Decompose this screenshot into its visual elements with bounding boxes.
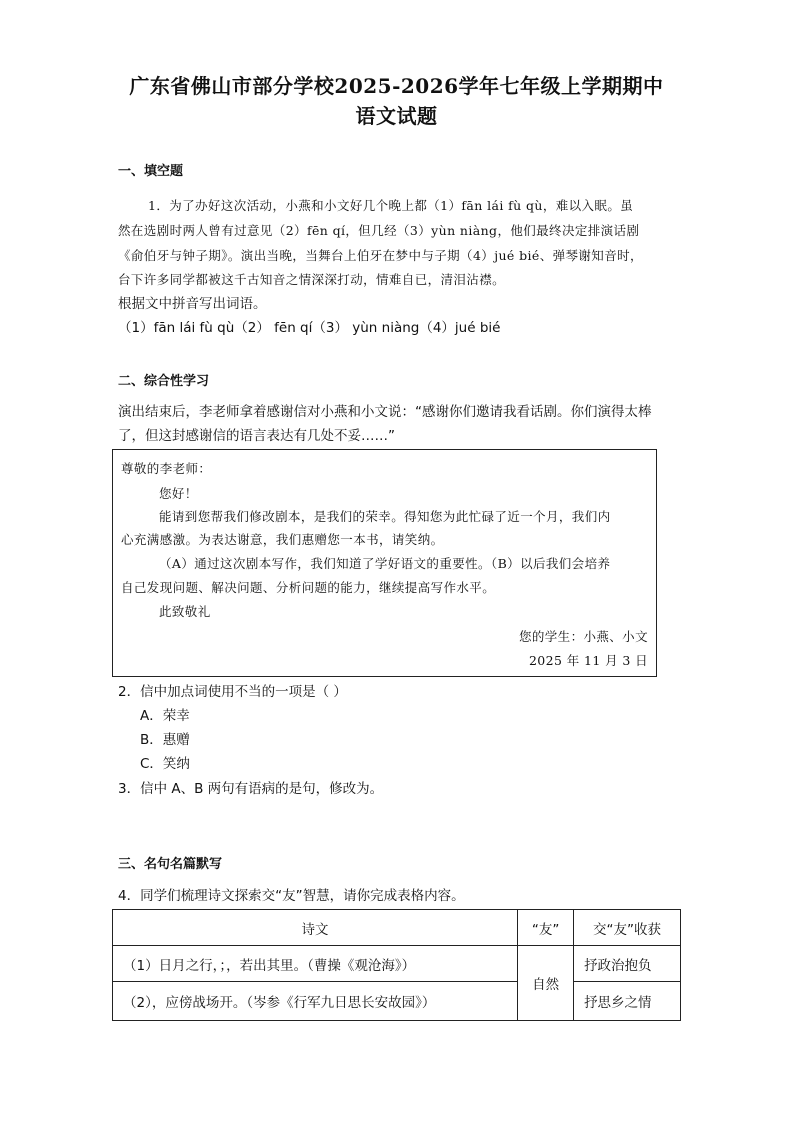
thank-you-letter	[112, 449, 657, 677]
table-header-row	[113, 910, 681, 946]
friend-cell: 自然	[518, 946, 574, 1021]
document-title-line2: 语文试题	[355, 104, 438, 128]
document-title-line1: 广东省佛山市部分学校2025-2026学年七年级上学期期中	[129, 74, 664, 98]
section-heading-comprehensive: 二、综合性学习	[118, 374, 210, 389]
instruction-text: 根据文中拼音写出词语。	[118, 296, 267, 312]
question-2: 2．信中加点词使用不当的一项是（ ）	[118, 684, 347, 700]
question-3: 3．信中 A、B 两句有语病的是句，修改为。	[118, 781, 384, 797]
pinyin-items: （1）fān lái fù qù（2） fēn qí（3） yùn niàng（4）jué bié	[118, 320, 501, 336]
header-poem: 诗文	[113, 910, 518, 946]
option-c: C．笑纳	[140, 756, 190, 772]
poem-cell: （2），应傍战场开。（岑参《行军九日思长安故园》）	[113, 982, 518, 1021]
letter-greeting: 您好！	[159, 486, 198, 501]
question-4: 4．同学们梳理诗文探索交“友”智慧，请你完成表格内容。	[118, 888, 465, 904]
section-heading-fill-in: 一、填空题	[118, 164, 184, 179]
table-row	[113, 982, 681, 1021]
letter-salutation: 尊敬的李老师：	[121, 461, 212, 476]
option-a: A．荣幸	[140, 708, 190, 724]
gain-cell: 抒思乡之情	[574, 982, 681, 1021]
letter-body2-line1: （A）通过这次剧本写作，我们知道了学好语文的重要性。（B）以后我们会培养	[159, 556, 611, 571]
intro-line-2: 了，但这封感谢信的语言表达有几处不妥……”	[118, 428, 395, 444]
passage-line-1: 1．为了办好这次活动，小燕和小文好几个晚上都（1）fān lái fù qù，难以入眠。虽	[148, 198, 634, 213]
header-friend: “友”	[518, 910, 574, 946]
table-row	[113, 946, 681, 982]
letter-body1-line2: 心充满感激。为表达谢意，我们惠赠您一本书，请笑纳。	[121, 532, 444, 547]
passage-line-4: 台下许多同学都被这千古知音之情深深打动，情难自已，清泪沾襟。	[118, 272, 506, 287]
letter-body2-line2: 自己发现问题、解决问题、分析问题的能力，继续提高写作水平。	[121, 580, 496, 595]
gain-cell: 抒政治抱负	[574, 946, 681, 982]
section-heading-recitation: 三、名句名篇默写	[118, 857, 223, 872]
passage-line-2: 然在选剧时两人曾有过意见（2）fēn qí，但几经（3）yùn niàng，他们最终决定排演话剧	[118, 223, 640, 238]
letter-body1-line1: 能请到您帮我们修改剧本，是我们的荣幸。得知您为此忙碌了近一个月，我们内	[159, 509, 611, 524]
letter-signature: 您的学生：小燕、小文	[518, 629, 648, 644]
poem-table	[112, 909, 681, 1021]
poem-cell: （1）日月之行，；，若出其里。（曹操《观沧海》）	[113, 946, 518, 982]
passage-line-3: 《俞伯牙与钟子期》。演出当晚，当舞台上伯牙在梦中与子期（4）jué bié、弹琴谢知音时，	[118, 248, 643, 263]
intro-line-1: 演出结束后，李老师拿着感谢信对小燕和小文说：“感谢你们邀请我看话剧。你们演得太棒	[118, 404, 652, 420]
letter-date: 2025 年 11 月 3 日	[528, 653, 648, 668]
option-b: B．惠赠	[140, 732, 190, 748]
letter-closing: 此致敬礼	[159, 604, 211, 619]
header-gain: 交“友”收获	[574, 910, 681, 946]
